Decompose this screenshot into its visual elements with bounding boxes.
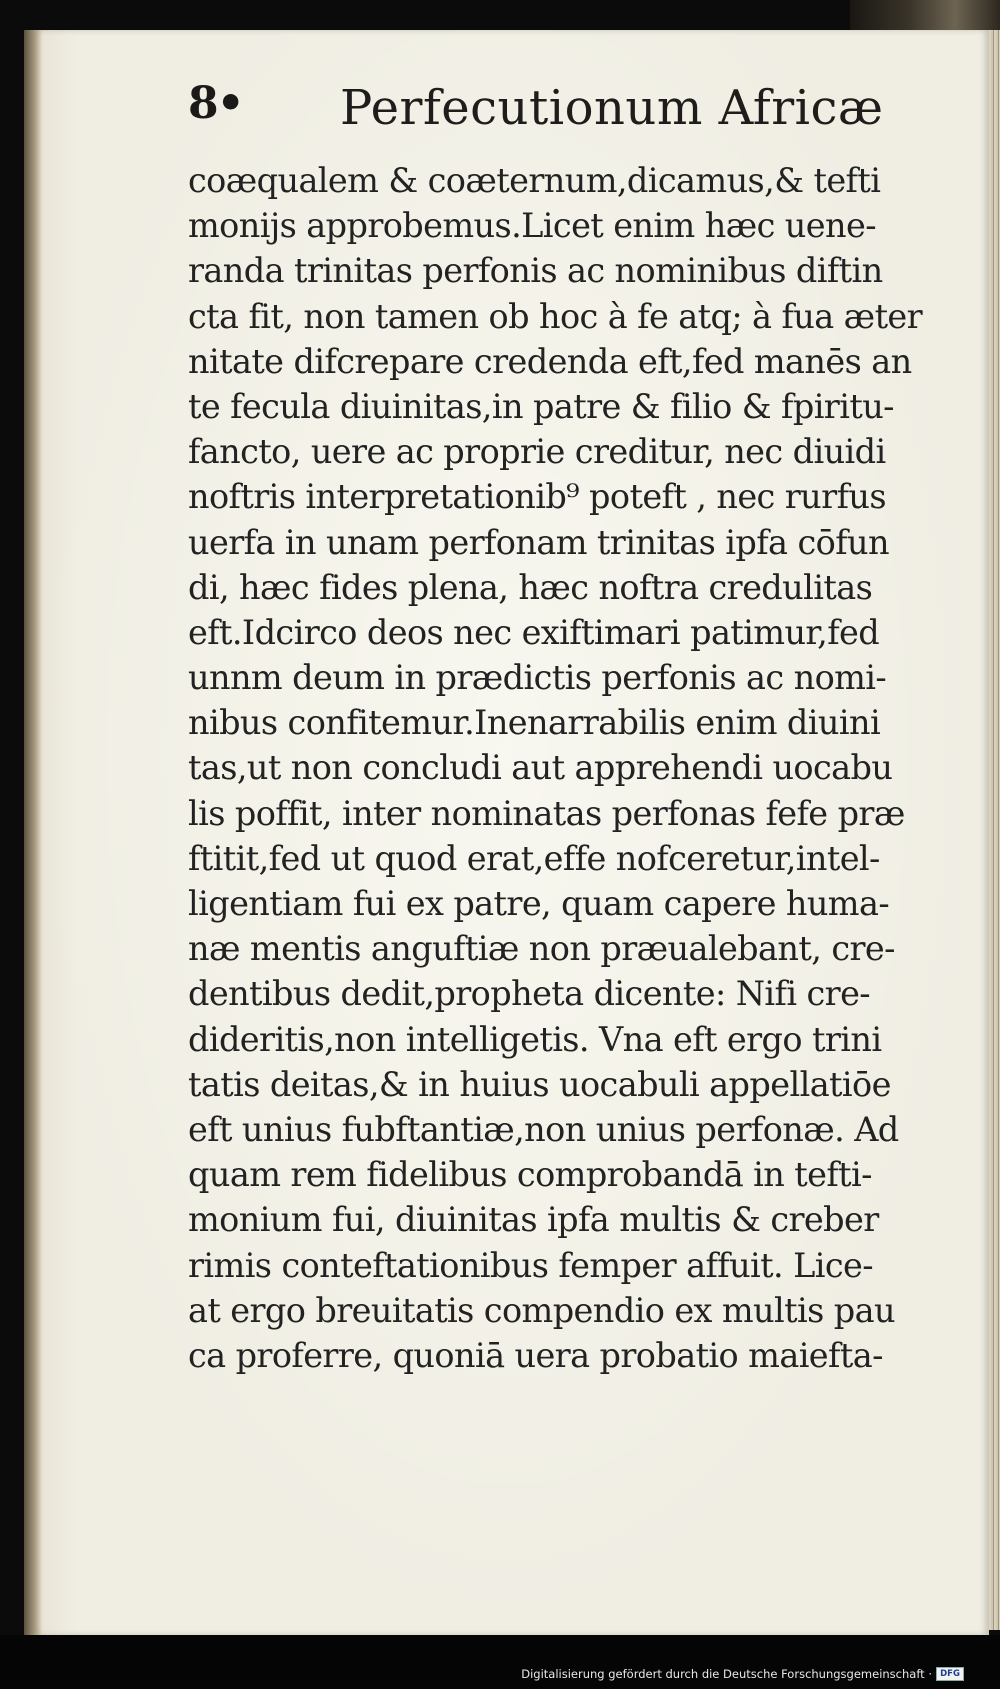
text-line: at ergo breuitatis compendio ex multis pau xyxy=(188,1290,895,1330)
book-edge xyxy=(850,0,1000,34)
text-line: næ mentis anguftiæ non præualebant, cre- xyxy=(188,929,895,969)
text-line: coæqualem & coæternum,dicamus,& tefti xyxy=(188,161,881,200)
text-line: di, hæc fides plena, hæc noftra credulitas xyxy=(188,567,873,607)
page-number: 8• xyxy=(188,78,243,129)
credit-text: Digitalisierung gefördert durch die Deutsche Forschungsgemeinschaft · xyxy=(521,1667,932,1681)
text-line: unnm deum in prædictis perfonis ac nomi- xyxy=(188,658,887,698)
text-line: noftris interpretationib⁹ poteft , nec rurfus xyxy=(188,477,886,517)
text-line: cta fit, non tamen ob hoc à fe atq; à fua æter xyxy=(188,296,923,336)
text-line: dideritis,non intelligetis. Vna eft ergo trini xyxy=(188,1019,882,1059)
text-line: fancto, uere ac proprie creditur, nec diuidi xyxy=(188,432,886,472)
text-line: nibus confitemur.Inenarrabilis enim diuini xyxy=(188,703,881,743)
text-line: monijs approbemus.Licet enim hæc uene- xyxy=(188,206,876,246)
text-line: nitate difcrepare credenda eft,fed manēs an xyxy=(188,341,912,381)
page-gutter xyxy=(24,30,42,1635)
text-line: eft unius fubftantiæ,non unius perfonæ. Ad xyxy=(188,1109,899,1149)
text-line: tatis deitas,& in huius uocabuli appellatiōe xyxy=(188,1064,891,1104)
text-line: rimis conteftationibus femper affuit. Lice- xyxy=(188,1245,873,1285)
text-line: eft.Idcirco deos nec exiftimari patimur,fed xyxy=(188,612,880,652)
text-line: ligentiam fui ex patre, quam capere huma- xyxy=(188,884,890,923)
text-line: quam rem fidelibus comprobandā in tefti- xyxy=(188,1155,872,1195)
body-text xyxy=(188,158,938,1378)
text-line: te fecula diuinitas,in patre & filio & fpiritu- xyxy=(188,386,894,426)
text-line: tas,ut non concludi aut apprehendi uocabu xyxy=(188,748,893,788)
text-line: monium fui, diuinitas ipfa multis & creber xyxy=(188,1200,879,1240)
dfg-logo: DFG xyxy=(936,1667,964,1681)
text-line: ca proferre, quoniā uera probatio maiefta- xyxy=(188,1335,883,1375)
text-line: uerfa in unam perfonam trinitas ipfa cōfun xyxy=(188,522,889,562)
text-line: ftitit,fed ut quod erat,effe nofceretur,intel- xyxy=(188,838,880,878)
text-line: randa trinitas perfonis ac nominibus diftin xyxy=(188,251,883,291)
text-line: lis poffit, inter nominatas perfonas fefe præ xyxy=(188,793,905,833)
running-head: Perfecutionum Africæ xyxy=(340,80,884,136)
text-line: dentibus dedit,propheta dicente: Nifi cre- xyxy=(188,974,871,1014)
digitization-credit xyxy=(521,1667,964,1681)
